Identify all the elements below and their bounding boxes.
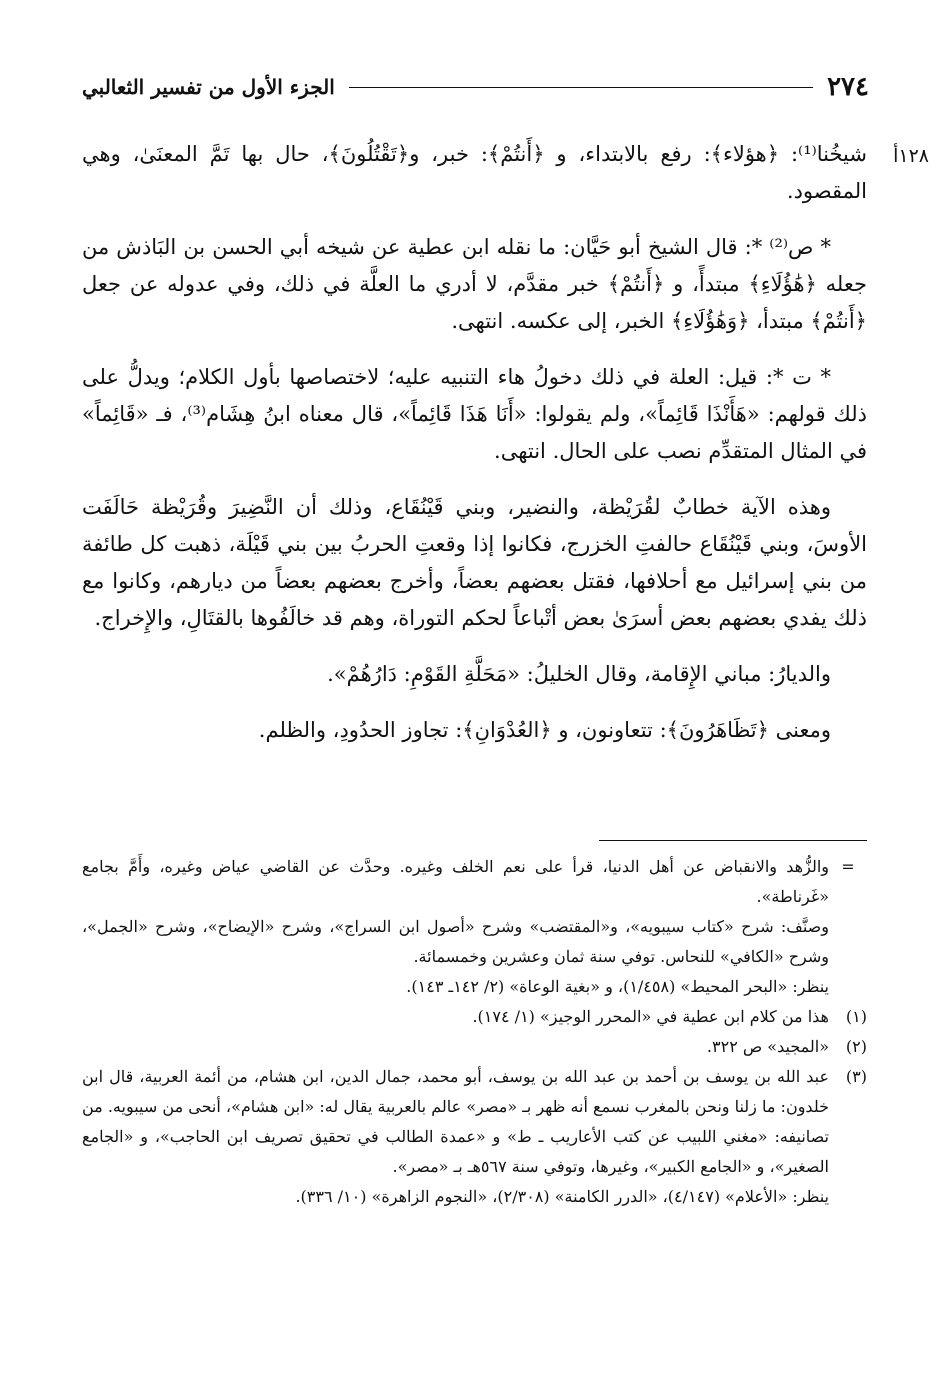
- footnote-number: (٢): [845, 1037, 867, 1056]
- paragraph: وهذه الآية خطابٌ لقُرَيْظة، والنضير، وبني قَيْنُقَاع، وذلك أن النَّضِيرَ وقُرَيْظة حَالَفَت الأوسَ، وبني قَيْنُقَاع حالفتِ الخزرج، فكانوا إذا وقعتِ الحربُ بين بني قَيْلَة، ذهبت كل طائفة من بني إسرائيل مع أحلافها، فقتل بعضهم بعضاً، وأخرج بعضهم بعضاً من ديارهم، وكانوا مع ذلك يفدي بعضهم بعض أسرَىٰ بعض أتْباعاً لحكم التوراة، وهم قد خالَفُوها بالقتَالِ، والإِخراج.: [82, 495, 867, 630]
- footnote: [82, 1002, 867, 1032]
- footnote-number: (٣): [845, 1067, 867, 1086]
- running-header: [82, 70, 869, 104]
- footnote-line: ينظر: «البحر المحيط» (١/٤٥٨)، و «بغية الوعاة» (٢/ ١٤٢ـ ١٤٣).: [406, 977, 829, 996]
- footnote-line: «المجيد» ص ٣٢٢.: [706, 1037, 829, 1056]
- footnote-line: عبد الله بن يوسف بن أحمد بن عبد الله بن يوسف، أبو محمد، جمال الدين، ابن هشام، من أئمة العربية، قال ابن خلدون: ما زلنا ونحن بالمغرب نسمع أنه ظهر بـ «مصر» عالم بالعربية يقال له: «ابن هشام»، أنحى من سيبويه. من تصانيفه: «مغني اللبيب عن كتب الأعاريب ـ ط» و «عمدة الطالب في تحقيق تصريف ابن الحاجب»، و «الجامع الصغير»، و «الجامع الكبير»، وغيرها، وتوفي سنة ٥٦٧هـ بـ «مصر».: [82, 1067, 830, 1176]
- footnotes: [82, 852, 867, 1212]
- paragraph: ومعنى ﴿تَظَاهَرُونَ﴾: تتعاونون، و ﴿العُدْوَانِ﴾: تجاوز الحدُودِ، والظلم.: [258, 718, 831, 742]
- continuation-marker: =: [841, 857, 855, 876]
- footnote-line: وصنَّف: شرح «كتاب سيبويه»، و«المقتضب» وشرح «أصول ابن السراج»، وشرح «الإيضاح»، وشرح «الجمل»، وشرح «الكافي» للنحاس. توفي سنة ثمان وعشرين وخمسمائة.: [82, 917, 829, 966]
- paragraph: شيخُنا⁽¹⁾: ﴿هؤلاء﴾: رفع بالابتداء، و ﴿أَنتُمْ﴾: خبر، و﴿تَقْتُلُونَ﴾، حال بها تَمَّ المعنَىٰ، وهي المقصود.: [82, 142, 867, 203]
- manuscript-folio-note: ١٢٨أ: [893, 145, 929, 167]
- footnote-line: ينظر: «الأعلام» (٤/١٤٧)، «الدرر الكامنة» (٢/٣٠٨)، «النجوم الزاهرة» (١٠/ ٣٣٦).: [295, 1187, 829, 1206]
- running-title: الجزء الأول من تفسير الثعالبي: [82, 75, 335, 99]
- footnote-line: والزُّهد والانقباض عن أهل الدنيا، قرأ على نعم الخلف وغيره. وحدَّث عن القاضي عياض وغيره، وأَمَّ بجامع «غَرناطة».: [82, 857, 829, 906]
- header-rule: [349, 87, 813, 88]
- footnote-continuation: [82, 852, 867, 1002]
- footnote: [82, 1062, 867, 1212]
- footnote-number: (١): [845, 1007, 867, 1026]
- main-text: [82, 136, 867, 768]
- paragraph: * ت *: قيل: العلة في ذلك دخولُ هاء التنبيه عليه؛ لاختصاصها بأول الكلام؛ ويدلُّ على ذلك قولهم: «هَأَنْذَا قَائِماً»، ولم يقولوا: «أَنَا هَذَا قَائِماً»، قال معناه ابنُ هِشَام⁽³⁾، فـ «قَائِماً» في المثال المتقدِّم نصب على الحال. انتهى.: [82, 365, 867, 463]
- footnote-separator: [599, 840, 867, 841]
- footnote: [82, 1032, 867, 1062]
- page-number: ٢٧٤: [827, 72, 869, 102]
- paragraph: * ص⁽²⁾ *: قال الشيخ أبو حَيَّان: ما نقله ابن عطية عن شيخه أبي الحسن بن البَاذش من جعله ﴿هَٰؤُلَاءِ﴾ مبتدأً، و ﴿أَنتُمْ﴾ خبر مقدَّم، لا أدري ما العلَّة في ذلك، وفي عدوله عن جعل ﴿أَنتُمْ﴾ مبتدأ، ﴿وَهَٰؤُلَاءِ﴾ الخبر، إلى عكسه. انتهى.: [82, 235, 867, 333]
- footnote-line: هذا من كلام ابن عطية في «المحرر الوجيز» (١/ ١٧٤).: [472, 1007, 829, 1026]
- paragraph: والديارُ: مباني الإِقامة، وقال الخليلُ: «مَحَلَّةِ القَوْمِ: دَارُهُمْ».: [327, 662, 831, 686]
